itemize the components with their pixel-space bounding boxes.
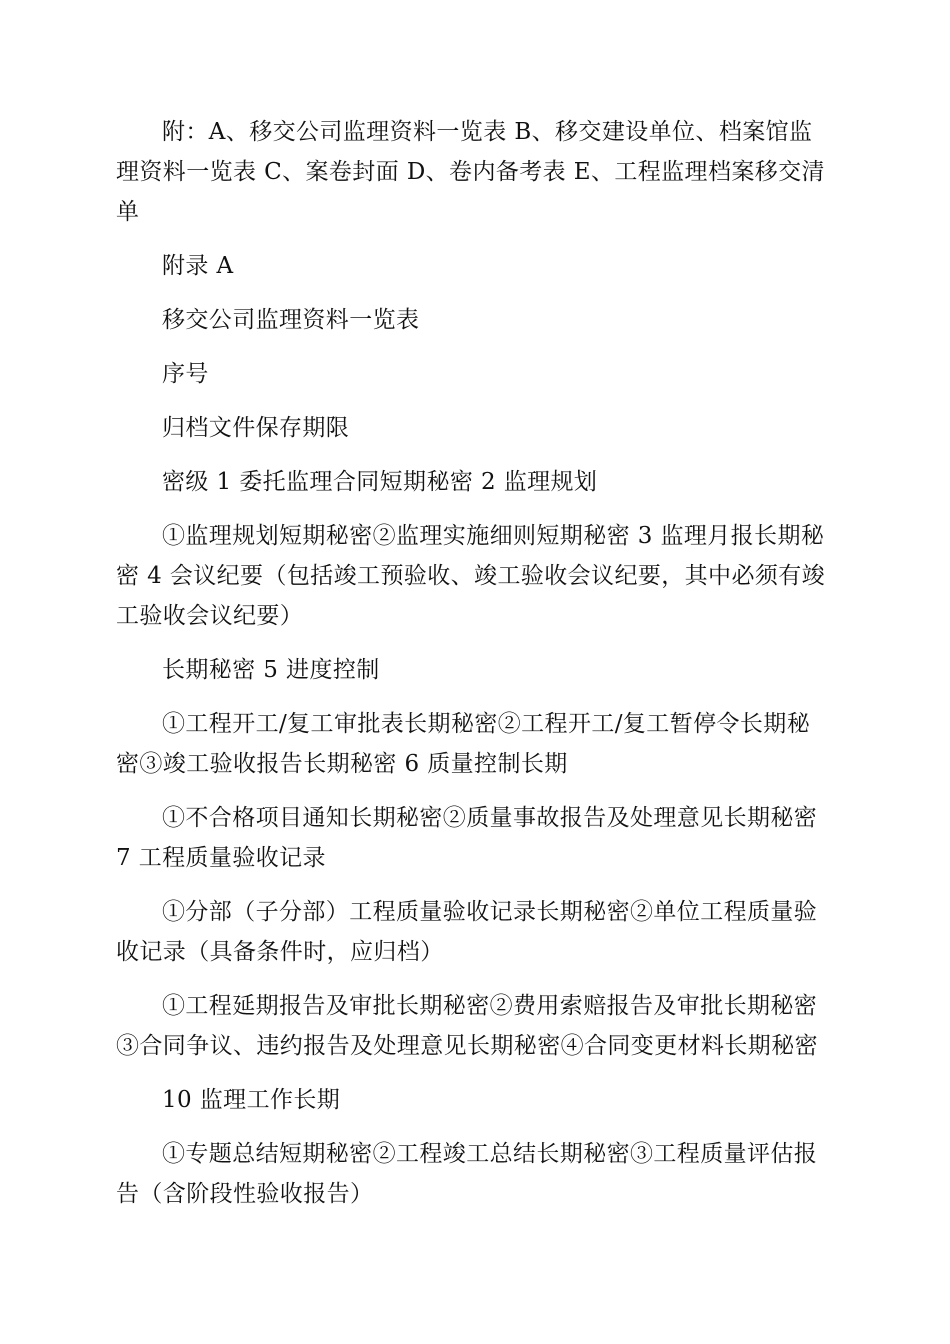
paragraph-item-10-details: ①专题总结短期秘密②工程竣工总结长期秘密③工程质量评估报告（含阶段性验收报告）	[116, 1141, 818, 1207]
paragraph-retention-period-header: 归档文件保存期限	[162, 415, 350, 441]
paragraph-item-2-4: ①监理规划短期秘密②监理实施细则短期秘密 3 监理月报长期秘密 4 会议纪要（包括竣工预验收、竣工验收会议纪要，其中必须有竣工验收会议纪要）	[116, 523, 826, 629]
paragraph-item-5-6: ①工程开工/复工审批表长期秘密②工程开工/复工暂停令长期秘密③竣工验收报告长期秘密 6 质量控制长期	[116, 711, 811, 777]
paragraph-appendix-a-heading: 附录 A	[162, 253, 234, 279]
paragraph-table-title: 移交公司监理资料一览表	[162, 307, 420, 333]
paragraph-contract-management: ①工程延期报告及审批长期秘密②费用索赔报告及审批长期秘密③合同争议、违约报告及处理意见长期秘密④合同变更材料长期秘密	[116, 993, 818, 1059]
paragraph-serial-number-header: 序号	[162, 361, 209, 387]
document-body	[116, 112, 832, 1228]
paragraph-item-1-2: 密级 1 委托监理合同短期秘密 2 监理规划	[162, 469, 598, 495]
paragraph-item-7-records: ①分部（子分部）工程质量验收记录长期秘密②单位工程质量验收记录（具备条件时，应归档）	[116, 899, 818, 965]
paragraph-item-6-7: ①不合格项目通知长期秘密②质量事故报告及处理意见长期秘密 7 工程质量验收记录	[116, 805, 818, 871]
paragraph-item-10: 10 监理工作长期	[162, 1087, 341, 1113]
paragraph-appendix-list: 附：A、移交公司监理资料一览表 B、移交建设单位、档案馆监理资料一览表 C、案卷封面 D、卷内备考表 E、工程监理档案移交清单	[116, 119, 825, 225]
paragraph-item-5: 长期秘密 5 进度控制	[162, 657, 380, 683]
